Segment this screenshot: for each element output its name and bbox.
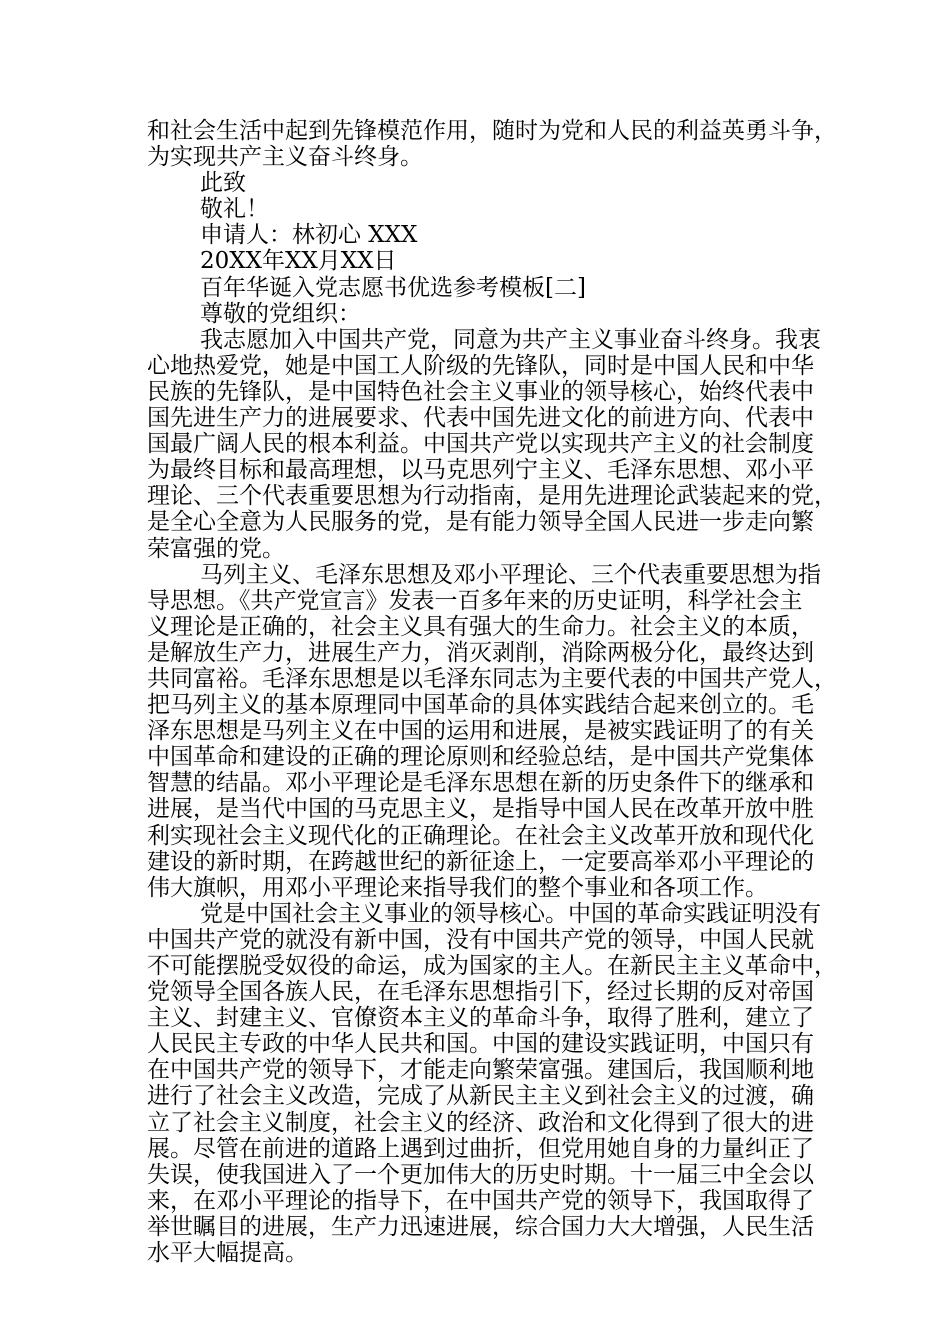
text-line: 泽东思想是马列主义在中国的运用和进展，是被实践证明了的有关 bbox=[147, 718, 814, 745]
text-line: 来，在邓小平理论的指导下，在中国共产党的领导下，我国取得了 bbox=[147, 1187, 814, 1214]
text-line: 举世瞩目的进展，生产力迅速进展，综合国力大大增强，人民生活 bbox=[147, 1213, 814, 1240]
text-line: 此致 bbox=[200, 170, 246, 197]
text-line: 人民民主专政的中华人民共和国。中国的建设实践证明，中国只有 bbox=[147, 1031, 814, 1058]
text-line: 为实现共产主义奋斗终身。 bbox=[147, 144, 423, 171]
text-line: 是解放生产力，进展生产力，消灭剥削，消除两极分化，最终达到 bbox=[147, 639, 814, 666]
text-line: 立了社会主义制度，社会主义的经济、政治和文化得到了很大的进 bbox=[147, 1109, 814, 1136]
text-line: 导思想。《共产党宣言》发表一百多年来的历史证明，科学社会主 bbox=[147, 587, 803, 614]
text-line: 国先进生产力的进展要求、代表中国先进文化的前进方向、代表中 bbox=[147, 405, 814, 432]
text-line: 利实现社会主义现代化的正确理论。在社会主义改革开放和现代化 bbox=[147, 822, 814, 849]
text-line: 把马列主义的基本原理同中国革命的具体实践结合起来创立的。毛 bbox=[147, 692, 814, 719]
text-line: 共同富裕。毛泽东思想是以毛泽东同志为主要代表的中国共产党人， bbox=[147, 665, 837, 692]
text-line: 中国共产党的就没有新中国，没有中国共产党的领导，中国人民就 bbox=[147, 926, 814, 953]
text-line: 20XX年XX月XX日 bbox=[200, 248, 397, 275]
text-line: 是全心全意为人民服务的党，是有能力领导全国人民进一步走向繁 bbox=[147, 509, 814, 536]
text-line: 进展，是当代中国的马克思主义，是指导中国人民在改革开放中胜 bbox=[147, 796, 814, 823]
text-line: 在中国共产党的领导下，才能走向繁荣富强。建国后，我国顺利地 bbox=[147, 1057, 814, 1084]
text-line: 和社会生活中起到先锋模范作用，随时为党和人民的利益英勇斗争， bbox=[147, 118, 837, 144]
text-line: 民族的先锋队，是中国特色社会主义事业的领导核心，始终代表中 bbox=[147, 378, 814, 405]
text-line: 智慧的结晶。邓小平理论是毛泽东思想在新的历史条件下的继承和 bbox=[147, 770, 814, 797]
text-line: 伟大旗帜，用邓小平理论来指导我们的整个事业和各项工作。 bbox=[147, 874, 768, 901]
text-line: 百年华诞入党志愿书优选参考模板[二] bbox=[200, 274, 586, 301]
text-line: 展。尽管在前进的道路上遇到过曲折，但党用她自身的力量纠正了 bbox=[147, 1135, 814, 1162]
text-line: 义理论是正确的，社会主义具有强大的生命力。社会主义的本质， bbox=[147, 613, 814, 640]
text-line: 不可能摆脱受奴役的命运，成为国家的主人。在新民主主义革命中， bbox=[147, 953, 837, 979]
text-line: 党领导全国各族人民，在毛泽东思想指引下，经过长期的反对帝国 bbox=[147, 979, 814, 1006]
text-line: 心地热爱党，她是中国工人阶级的先锋队，同时是中国人民和中华 bbox=[147, 352, 814, 379]
text-line: 建设的新时期，在跨越世纪的新征途上，一定要高举邓小平理论的 bbox=[147, 848, 814, 875]
text-line: 荣富强的党。 bbox=[147, 535, 285, 562]
text-line: 党是中国社会主义事业的领导核心。中国的革命实践证明没有 bbox=[200, 900, 821, 927]
text-line: 我志愿加入中国共产党，同意为共产主义事业奋斗终身。我衷 bbox=[200, 326, 821, 353]
text-line: 尊敬的党组织： bbox=[200, 300, 361, 327]
text-line: 进行了社会主义改造，完成了从新民主主义到社会主义的过渡，确 bbox=[147, 1083, 814, 1110]
text-line: 水平大幅提高。 bbox=[147, 1240, 308, 1267]
text-line: 申请人：林初心 XXX bbox=[200, 222, 418, 249]
text-line: 为最终目标和最高理想，以马克思列宁主义、毛泽东思想、邓小平 bbox=[147, 457, 814, 484]
text-line: 马列主义、毛泽东思想及邓小平理论、三个代表重要思想为指 bbox=[200, 561, 821, 588]
text-line: 失误，使我国进入了一个更加伟大的历史时期。十一届三中全会以 bbox=[147, 1161, 814, 1188]
text-line: 主义、封建主义、官僚资本主义的革命斗争，取得了胜利，建立了 bbox=[147, 1005, 814, 1032]
text-line: 国最广阔人民的根本利益。中国共产党以实现共产主义的社会制度 bbox=[147, 431, 814, 458]
document-body bbox=[147, 118, 837, 1267]
text-line: 理论、三个代表重要思想为行动指南，是用先进理论武装起来的党， bbox=[147, 483, 837, 510]
text-line: 中国革命和建设的正确的理论原则和经验总结，是中国共产党集体 bbox=[147, 744, 814, 771]
text-line: 敬礼！ bbox=[200, 196, 269, 223]
